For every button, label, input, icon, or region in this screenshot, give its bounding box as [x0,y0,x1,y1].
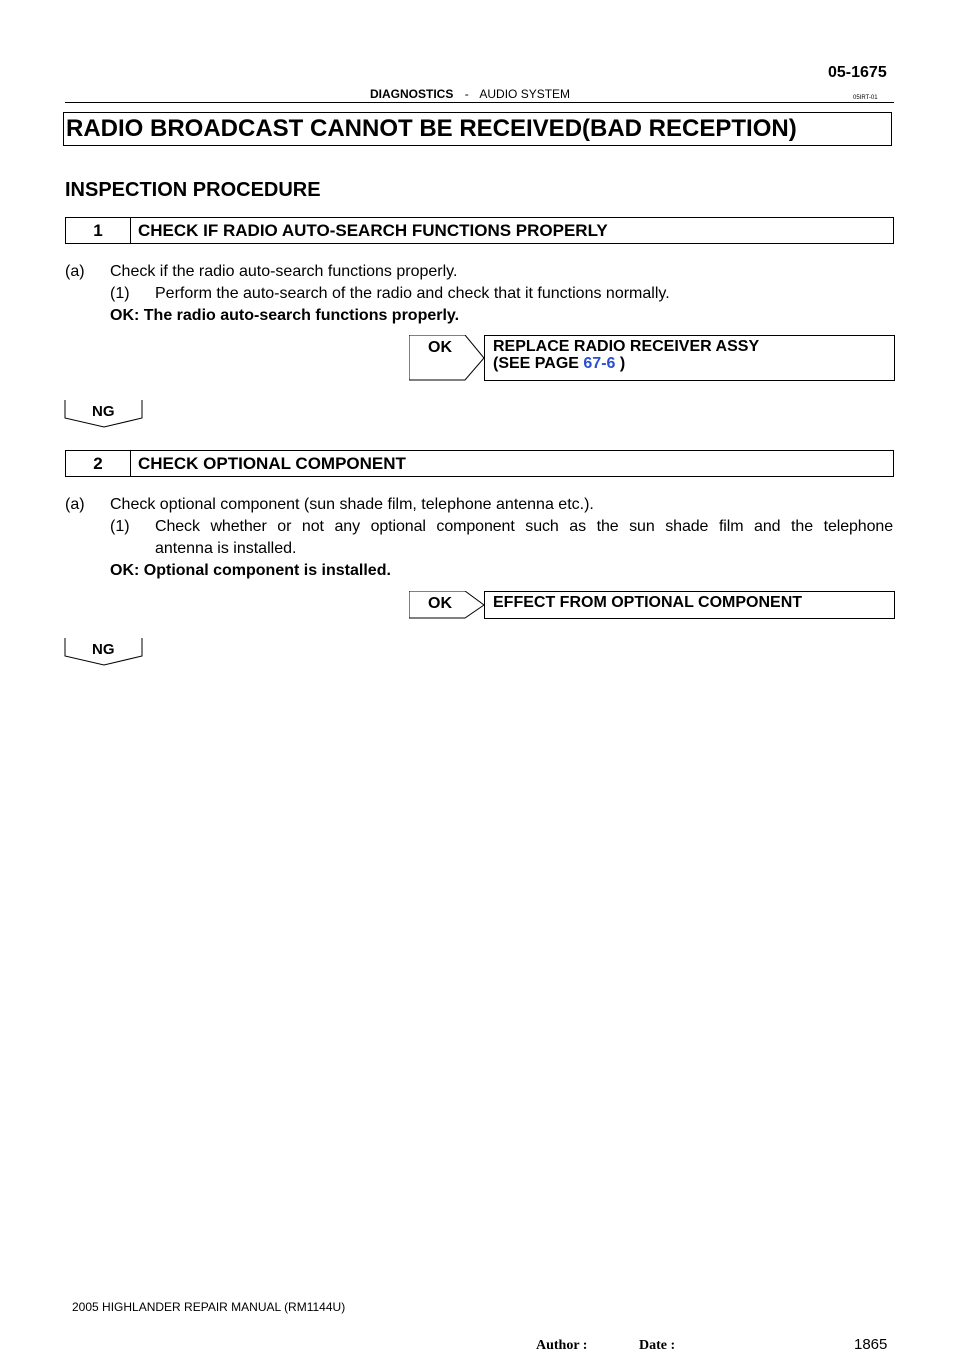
page-title: RADIO BROADCAST CANNOT BE RECEIVED(BAD RECEPTION) [63,112,892,146]
step-1-see-page-prefix: (SEE PAGE [493,355,584,372]
step-1-ok-criteria: OK: The radio auto-search functions properly. [110,307,460,324]
step-title: CHECK OPTIONAL COMPONENT [138,454,406,473]
step-2-sub-1-line2: antenna is installed. [155,540,297,557]
step-1-ok-label: OK [428,339,452,356]
step-number: 2 [66,451,131,476]
step-1-result-box [484,335,895,381]
step-2-ok-label: OK [428,595,452,612]
step-2-ng-label: NG [92,641,115,658]
step-1-see-page-suffix: ) [615,355,626,372]
doc-code: 05IRT-01 [853,95,878,101]
step-1-result-line1: REPLACE RADIO RECEIVER ASSY [493,338,760,355]
step-1-header [65,217,894,244]
step-1-ng-label: NG [92,403,115,420]
section-name: DIAGNOSTICS [370,87,454,101]
step-title: CHECK IF RADIO AUTO-SEARCH FUNCTIONS PROPERLY [138,221,608,240]
step-2-result-line1: EFFECT FROM OPTIONAL COMPONENT [493,594,803,611]
step-2-item-a: Check optional component (sun shade film, telephone antenna etc.). [110,496,594,513]
step-2-header [65,450,894,477]
step-1-page-link[interactable]: 67-6 [583,355,616,372]
page-code: 05-1675 [828,64,887,81]
step-2-sub-1-line1: Check whether or not any optional component such as the sun shade film and the telephone [155,518,893,535]
step-1-sub-1-label: (1) [110,285,130,302]
section-header [370,87,570,101]
footer-author-date [536,1338,675,1354]
step-1-item-a: Check if the radio auto-search functions properly. [110,263,458,280]
header-rule [65,102,894,103]
footer-manual: 2005 HIGHLANDER REPAIR MANUAL (RM1144U) [72,1300,346,1314]
inspection-heading: INSPECTION PROCEDURE [65,179,321,201]
step-1-sub-1: Perform the auto-search of the radio and check that it functions normally. [155,285,670,302]
step-2-item-a-label: (a) [65,496,85,513]
step-1-item-a-label: (a) [65,263,85,280]
section-separator: - [464,87,469,101]
footer-page-number: 1865 [854,1336,888,1353]
step-2-sub-1-label: (1) [110,518,130,535]
step-2-ok-criteria: OK: Optional component is installed. [110,562,391,579]
step-2-result-box [484,591,895,619]
date-label: Date : [638,1338,676,1353]
step-1-result-line2 [493,355,886,372]
subsection-name: AUDIO SYSTEM [479,87,571,101]
step-number: 1 [66,218,131,243]
author-label: Author : [536,1338,588,1353]
